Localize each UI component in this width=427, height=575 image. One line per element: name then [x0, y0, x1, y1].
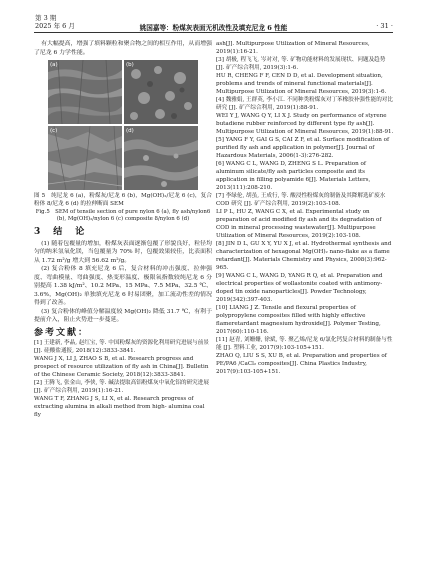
reference-item: [4] 魏雅娟, 王群英, 李小江. 不同种类粉煤灰对丁苯橡胶补强性能的对比研究 [J]. 矿产综合利用, 2019(1):88-91. — [216, 97, 393, 111]
reference-item: LI P L, HU Z, WANG C X, et al. Experimental study on preparation of acid modified fly ash and its degradation of COD in mineral processing wastewater[J]. Multipurpose Utilization of Mineral Resources, 2019(2):103-108. — [216, 209, 382, 239]
reference-item: [5] YANG F Y, GAI G S, CAI Z F, et al. Surface modification of purified fly ash and application in polymer[J]. Journal of Hazardous Materials, 2006(1-3):276-282. — [216, 137, 390, 159]
conclusion-1: (1) 随着包覆量的增加，粉煤灰表面逐渐包覆了形貌良好，粒径均匀的纳米氢氧化镁，当包覆量为 70% 时，包覆效果较佳，比表面积从 1.72 m²/g 增大到 56.62 m²/g。 — [34, 240, 212, 264]
reference-item: HU R, CHENG F F, CEN D D, et al. Development situation, problems and trends of mineral functional materials[J]. Multipurpose Utilization of Mineral Resources, 2019(3):1-6. — [216, 73, 387, 95]
figure-caption-en: Fig.5 SEM of tensile section of pure nylon 6 (a), fly ash/nylon6 (b), Mg(OH)₂/nylon 6 (c) composite 8/nylon 6 (d) — [35, 208, 211, 222]
reference-item: WANG J X, LI J, ZHAO S B, et al. Research progress and prospect of resource utilization of fly ash in China[J]. Bulletin of the Chinese Ceramic Society, 2018(12):3833-3841. — [34, 356, 209, 378]
issue-number: 第 3 期 — [35, 14, 57, 22]
reference-item: [8] JIN D L, GU X Y, YU X J, et al. Hydrothermal synthesis and characterization of hexagonal Mg(OH)₂ nano-flake as a flame retardant[J]. Materials Chemistry and Physics, 2008(3):962-965. — [216, 241, 392, 271]
page-number: · 31 · — [376, 22, 393, 30]
panel-label-d: (d) — [126, 128, 134, 134]
section-heading-conclusion: 3 结 论 — [34, 227, 87, 237]
conclusion-3: (3) 复合粉体的峰值分解温度较 Mg(OH)₂ 降低 31.7 ℃，有利于提前介入，阻止火势进一步蔓延。 — [34, 308, 212, 323]
reference-item: ZHAO Q, LIU S S, XU B, et al. Preparation and properties of PE/PA6 /CaCl₂ composites[J]. China Plastics Industry, 2017(9):103-105+151. — [216, 353, 387, 375]
right-column — [216, 40, 394, 376]
reference-item: [7] 李绿伦, 胡虽, 王成行, 等. 酸浸性粉煤灰的制备及其降解选矿废水 COD 研究 [J]. 矿产综合利用, 2019(2):103-108. — [216, 193, 386, 207]
reference-item: [3] 胡极, 程飞飞, 岑对对, 等. 矿物功能材料的发展现状、问题及趋势 [J]. 矿产综合利用, 2019(3):1-6. — [216, 57, 386, 71]
sem-panel-a — [48, 60, 122, 124]
sem-image-a — [48, 60, 122, 124]
reference-item: [10] LIANG J Z. Tensile and flexural properties of polypropylene composites filled with highly effective flameretardant magnesium hydroxide[J]. Polymer Testing, 2017(60):110-116. — [216, 305, 381, 335]
sem-image-c — [48, 126, 122, 190]
sem-image-b — [124, 60, 198, 124]
figure-caption-cn: 图 5 纯尼龙 6 (a)，粉煤灰/尼龙 6 (b)，Mg(OH)₂/尼龙 6 (c)，复合粉体 8/尼龙 6 (d) 的拉伸断面 SEM — [34, 193, 212, 207]
reference-item: [11] 赵青, 刘姗姗, 徐斌, 等. 聚乙烯/尼龙 6/氯化钙复合材料的制备与性能 [J]. 塑料工业, 2017(9):103-105+151. — [216, 337, 393, 351]
reference-item: [1] 王建新, 李晶, 赵红宝, 等. 中国粉煤灰的资源化利用研究进展与前景 [J]. 硅酸盐通报, 2018(12):3833-3841. — [34, 340, 209, 354]
reference-item: [9] WANG C L, WANG D, YANG R Q, et al. Preparation and electrical properties of wollastonite coated with antimony-doped tin oxide nanoparticles[J]. Powder Technology, 2019(342):397-403. — [216, 273, 383, 303]
sem-figure — [48, 60, 198, 190]
sem-panel-d — [124, 126, 198, 190]
header-rule — [34, 32, 393, 33]
running-title: 姚国嘉等：粉煤灰表面无机改性及填充尼龙 6 性能 — [139, 24, 288, 32]
reference-item: ash[J]. Multipurpose Utilization of Mineral Resources, 2019(1):16-21. — [216, 41, 370, 55]
reference-item: [2] 王腾飞, 张金山, 李侠, 等. 碱法提取高铝粉煤灰中氧化铝的研究进展 [J]. 矿产综合利用, 2019(1):16-21. — [34, 380, 209, 394]
panel-label-b: (b) — [126, 62, 134, 68]
sem-panel-c — [48, 126, 122, 190]
reference-item: WEI Y J, WANG Q Y, LI X J. Study on performance of styrene butadiene rubber reinforced by different type fly ash[J]. Multipurpose Utilization of Mineral Resources, 2019(1):88-91. — [216, 113, 394, 135]
sem-panel-b — [124, 60, 198, 124]
intro-paragraph: 有大幅提高，增强了填料颗粒和聚合物之间的相互作用，从而增强了尼龙 6 力学性能。 — [34, 41, 212, 56]
left-column — [34, 40, 212, 419]
reference-item: [6] WANG C L, WANG D, ZHENG S L. Preparation of aluminum silicate/fly ash particles composite and its application in filling polyamide 6[J]. Materials Letters, 2013(111):208-210. — [216, 161, 371, 191]
issue-date: 2025 年 6 月 — [35, 22, 75, 30]
panel-label-c: (c) — [50, 128, 58, 134]
conclusion-2: (2) 复合粉体 8 填充尼龙 6 后，复合材料的冲击强度、拉伸强度、弯曲模量、弯曲强度、热变形温度、极限氧指数较纯尼龙 6 分别提高 1.38 kJ/m²、10.2 MPa、15 MPa、7.5 MPa、32.5 ℃、3.6%，Mg(OH)₂ 单独填充尼龙 6 时易团聚，加工流动性差的情况得到了改善。 — [34, 266, 212, 306]
sem-image-d — [124, 126, 198, 190]
references-heading: 参考文献： — [34, 327, 90, 338]
panel-label-a: (a) — [50, 62, 58, 68]
reference-item: WANG T F, ZHANG J S, LI X, et al. Research progress of extracting alumina in alkali method from high- alumina coal fly — [34, 396, 205, 418]
